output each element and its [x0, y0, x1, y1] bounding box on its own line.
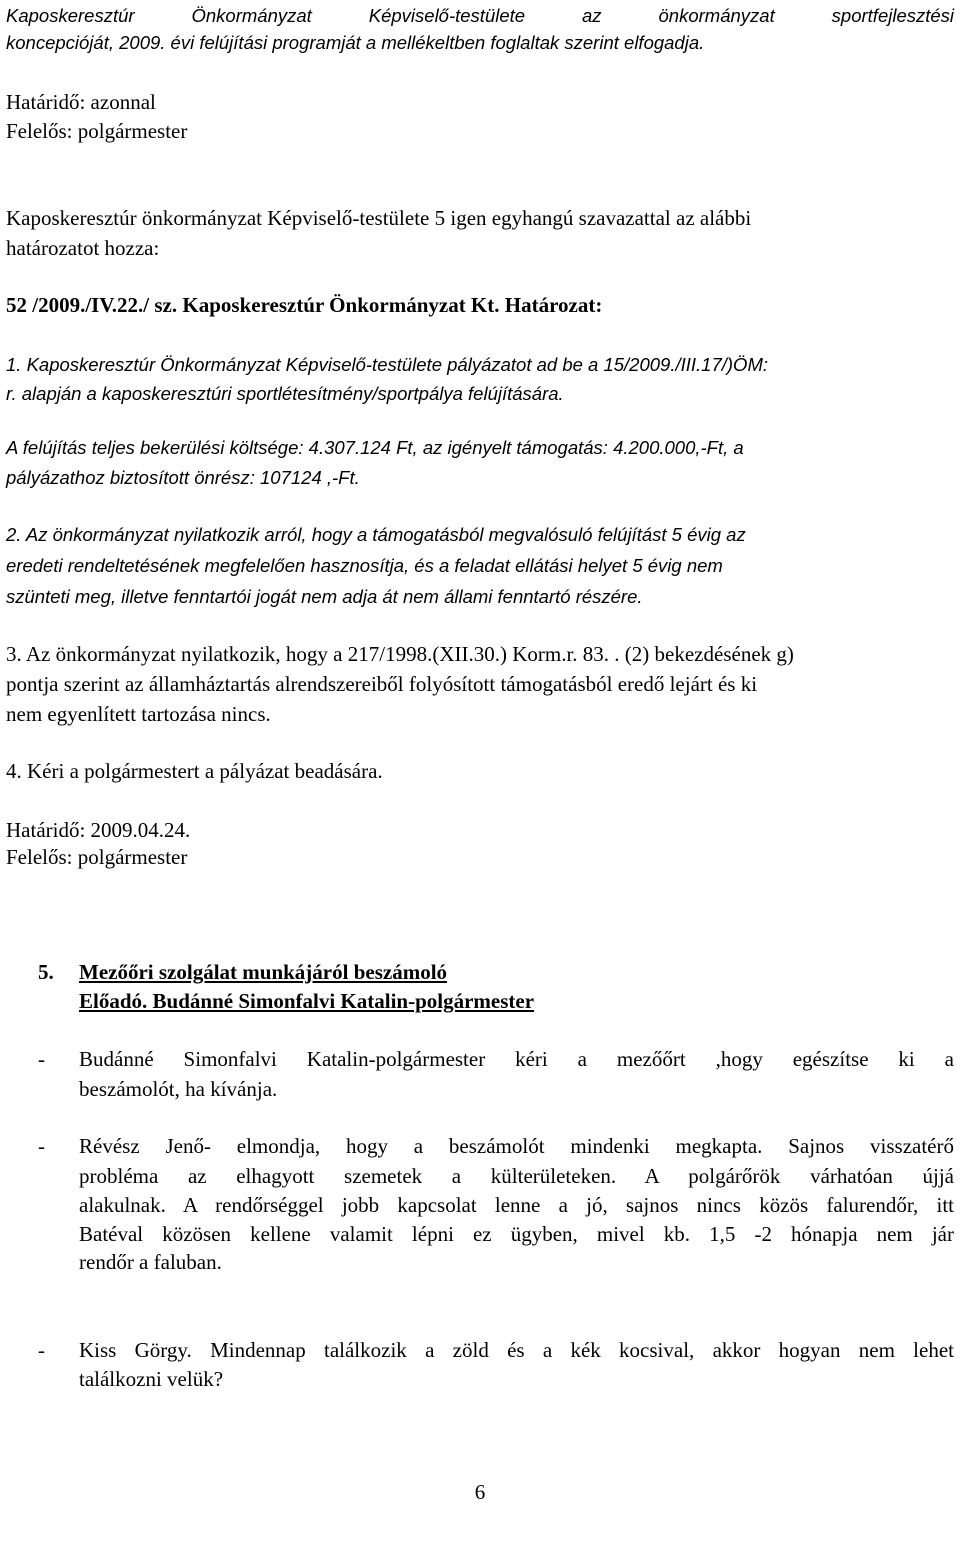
- section5-presenter: Előadó. Budánné Simonfalvi Katalin-polgármester: [79, 989, 535, 1013]
- item2-line-3: szünteti meg, illetve fenntartói jogát nem adja át nem állami fenntartó részére.: [6, 586, 643, 607]
- bullet2-line-5: rendőr a faluban.: [79, 1250, 222, 1274]
- deadline-2: Határidő: 2009.04.24.: [6, 818, 191, 842]
- vote-line-2: határozatot hozza:: [6, 236, 160, 260]
- item1-line-1: 1. Kaposkeresztúr Önkormányzat Képviselő-testülete pályázatot ad be a 15/2009./III.17/)ÖM:: [6, 354, 768, 375]
- item1-line-4: pályázathoz biztosított önrész: 107124 ,-Ft.: [6, 467, 360, 488]
- deadline-1: Határidő: azonnal: [6, 90, 156, 114]
- intro-line-1: Kaposkeresztúr Önkormányzat Képviselő-testülete az önkormányzat sportfejlesztési: [6, 5, 955, 26]
- bullet3-line-1: Kiss Görgy. Mindennap találkozik a zöld és a kék kocsival, akkor hogyan nem lehet: [79, 1338, 954, 1362]
- item1-line-3: A felújítás teljes bekerülési költsége: 4.307.124 Ft, az igényelt támogatás: 4.200.000,-Ft, a: [6, 437, 744, 458]
- responsible-2: Felelős: polgármester: [6, 845, 188, 869]
- responsible-1: Felelős: polgármester: [6, 119, 188, 143]
- vote-line-1: Kaposkeresztúr önkormányzat Képviselő-testülete 5 igen egyhangú szavazattal az alábbi: [6, 206, 752, 230]
- bullet1-dash: -: [38, 1047, 45, 1071]
- item3-line-2: pontja szerint az államháztartás alrendszereiből folyósított támogatásból eredő lejárt és ki: [6, 672, 758, 696]
- bullet2-line-3: alakulnak. A rendőrséggel jobb kapcsolat lenne a jó, sajnos nincs közös falurendőr, itt: [79, 1193, 954, 1217]
- bullet2-line-2: probléma az elhagyott szemetek a külterületeken. A polgárőrök várhatóan újjá: [79, 1164, 954, 1188]
- bullet1-line-1: Budánné Simonfalvi Katalin-polgármester kéri a mezőőrt ,hogy egészítse ki a: [79, 1047, 954, 1071]
- bullet2-line-1: Révész Jenő- elmondja, hogy a beszámolót mindenki megkapta. Sajnos visszatérő: [79, 1134, 954, 1158]
- bullet2-line-4: Batéval közösen kellene valamit lépni ez ügyben, mivel kb. 1,5 -2 hónapja nem jár: [79, 1222, 954, 1246]
- page-number: 6: [474, 1480, 486, 1504]
- item3-line-3: nem egyenlített tartozása nincs.: [6, 702, 271, 726]
- bullet3-line-2: találkozni velük?: [79, 1367, 224, 1391]
- bullet3-dash: -: [38, 1338, 45, 1362]
- bullet1-line-2: beszámolót, ha kívánja.: [79, 1077, 278, 1101]
- resolution-header: 52 /2009./IV.22./ sz. Kaposkeresztúr Önkormányzat Kt. Határozat:: [6, 293, 603, 317]
- item2-line-2: eredeti rendeltetésének megfelelően hasznosítja, és a feladat ellátási helyet 5 évig nem: [6, 555, 723, 576]
- section5-title: Mezőőri szolgálat munkájáról beszámoló: [79, 960, 448, 984]
- intro-line-2: koncepcióját, 2009. évi felújítási programját a mellékeltben foglaltak szerint elfogadja.: [6, 32, 705, 53]
- section5-number: 5.: [38, 960, 54, 984]
- item3-line-1: 3. Az önkormányzat nyilatkozik, hogy a 217/1998.(XII.30.) Korm.r. 83. . (2) bekezdésének g): [6, 642, 794, 666]
- bullet2-dash: -: [38, 1134, 45, 1158]
- item2-line-1: 2. Az önkormányzat nyilatkozik arról, hogy a támogatásból megvalósuló felújítást 5 évig az: [6, 524, 746, 545]
- item4: 4. Kéri a polgármestert a pályázat beadására.: [6, 759, 383, 783]
- item1-line-2: r. alapján a kaposkeresztúri sportlétesítmény/sportpálya felújítására.: [6, 383, 564, 404]
